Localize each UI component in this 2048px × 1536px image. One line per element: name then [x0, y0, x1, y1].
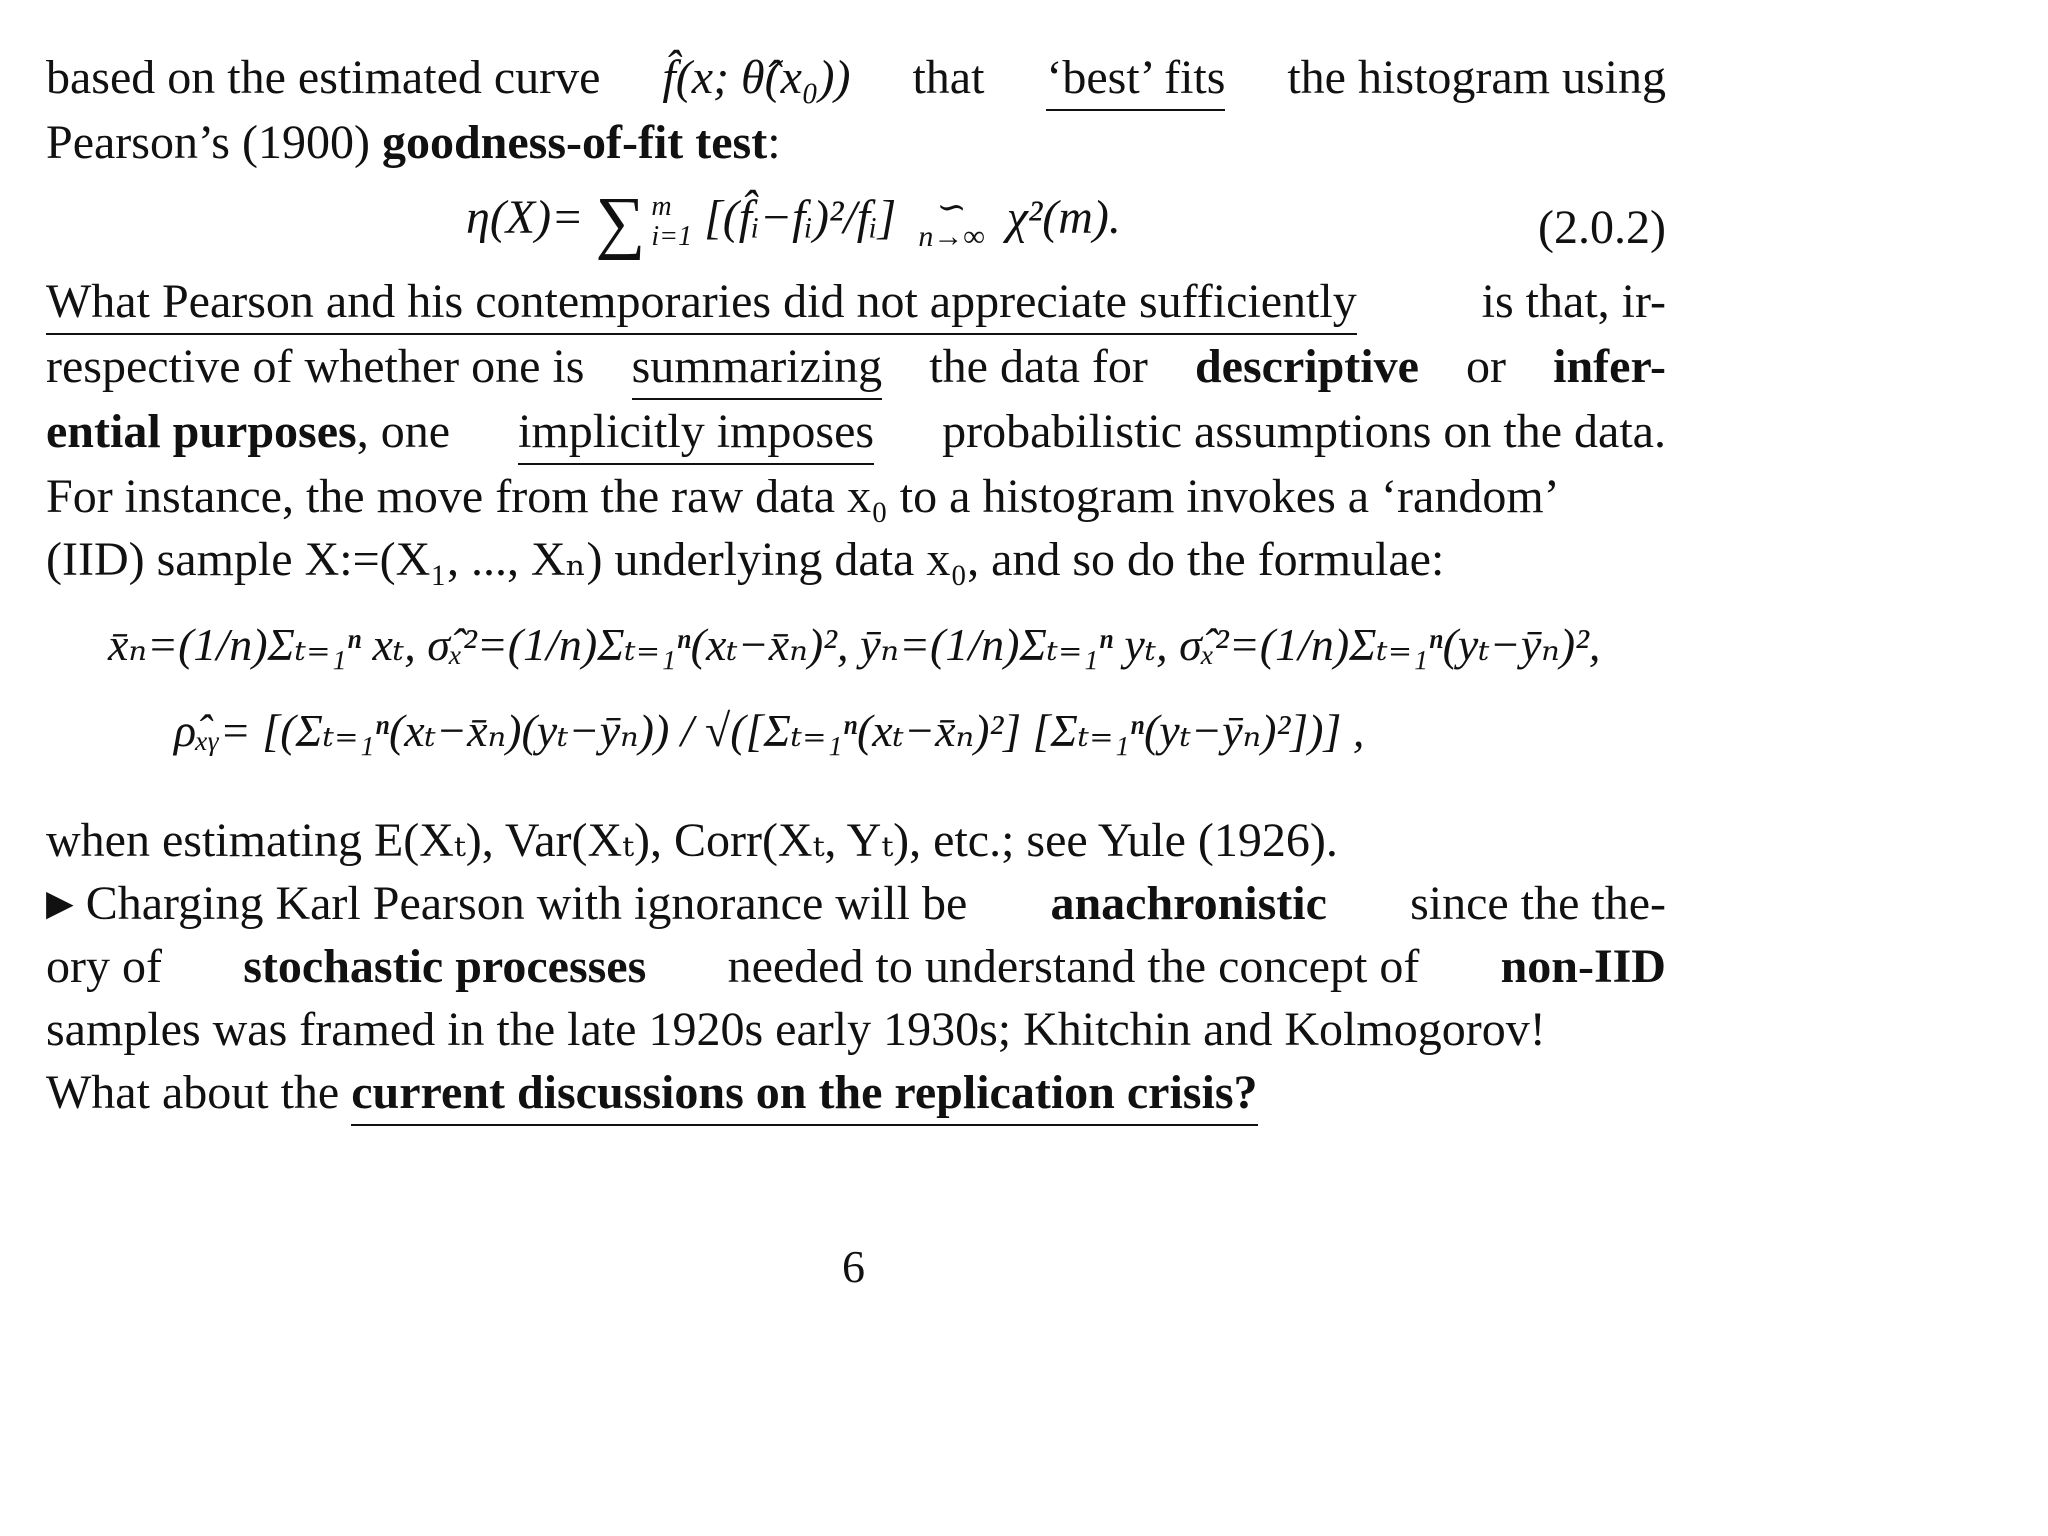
text: samples was framed in the late 1920s early 1930s; Khitchin and Kolmogorov!	[46, 1003, 1546, 1056]
underlined-text: implicitly imposes	[518, 400, 874, 465]
sum-lower-limit: i=1	[651, 220, 693, 252]
text: is that, ir-	[1481, 275, 1666, 328]
text-line	[46, 872, 1666, 935]
text-line	[46, 111, 1666, 174]
text: :	[767, 116, 781, 169]
sum-upper-limit: m	[651, 190, 672, 222]
text-line	[46, 528, 1666, 591]
bold-term: ential purposes	[46, 405, 357, 458]
text: ory of	[46, 940, 162, 993]
equation-rhs: χ²(m).	[1006, 191, 1121, 244]
text-line	[46, 1061, 1666, 1126]
equation-summand: [(f̂ᵢ−fᵢ)²/fᵢ]	[704, 191, 897, 244]
text: when estimating E(Xₜ), Var(Xₜ), Corr(Xₜ, Yₜ), etc.; see Yule (1926).	[46, 814, 1338, 867]
sigma-symbol: ∑	[595, 184, 646, 261]
text: respective of whether one is	[46, 340, 585, 393]
text: Pearson’s (1900)	[46, 116, 370, 169]
limit-subscript: n→∞	[918, 219, 985, 253]
text-line	[46, 465, 1666, 528]
inline-math: f̂(x; θ̂(x₀))	[662, 51, 851, 104]
page-content	[46, 46, 1666, 1126]
page-number: 6	[842, 1241, 865, 1292]
bold-term: non-IID	[1500, 940, 1666, 993]
text: needed to understand the concept of	[727, 940, 1420, 993]
formula-row-1: x̄ₙ=(1/n)Σₜ₌₁ⁿ xₜ, σ̂ₓ²=(1/n)Σₜ₌₁ⁿ(xₜ−x̄ₙ)², ȳₙ=(1/n)Σₜ₌₁ⁿ yₜ, σ̂ₓ²=(1/n)Σₜ₌₁ⁿ(yₜ−ȳₙ)²,	[108, 619, 1601, 670]
underlined-text: ‘best’ fits	[1046, 46, 1225, 111]
text: the histogram using	[1287, 51, 1666, 104]
text-line	[46, 270, 1666, 335]
text: that	[912, 51, 985, 104]
underlined-text: summarizing	[632, 335, 883, 400]
bold-term: goodness-of-fit test	[381, 116, 768, 169]
text: (IID) sample X:=(X₁, ..., Xₙ) underlying data x₀, and so do the formulae:	[46, 533, 1445, 586]
formulae-block	[46, 613, 1666, 793]
bold-underlined-term: current discussions on the replication crisis?	[351, 1061, 1257, 1126]
text: the data for	[929, 340, 1148, 393]
bold-term: descriptive	[1194, 340, 1419, 393]
equation-2-0-2	[46, 178, 1666, 270]
text-line	[46, 998, 1666, 1061]
underlined-text: What Pearson and his contemporaries did not appreciate sufficiently	[46, 270, 1357, 335]
text-line	[46, 400, 1666, 465]
text: probabilistic assumptions on the data.	[942, 405, 1666, 458]
text: Charging Karl Pearson with ignorance will be	[85, 877, 968, 930]
text: based on the estimated curve	[46, 51, 601, 104]
text: For instance, the move from the raw data x₀ to a histogram invokes a ‘random’	[46, 470, 1560, 523]
text: or	[1466, 340, 1507, 393]
text-line	[46, 335, 1666, 400]
text-line	[46, 809, 1666, 872]
bold-term: infer-	[1553, 340, 1666, 393]
formula-row-2: ρ̂ₓᵧ= [(Σₜ₌₁ⁿ(xₜ−x̄ₙ)(yₜ−ȳₙ)) / √([Σₜ₌₁ⁿ(xₜ−x̄ₙ)²] [Σₜ₌₁ⁿ(yₜ−ȳₙ)²])] ,	[174, 705, 1365, 756]
text: since the the-	[1410, 877, 1666, 930]
text-line	[46, 935, 1666, 998]
bold-term: stochastic processes	[243, 940, 647, 993]
text-line	[46, 46, 1666, 111]
equation-body	[466, 184, 1121, 261]
bold-term: anachronistic	[1050, 877, 1327, 930]
text: , one	[356, 405, 451, 458]
equation-number: (2.0.2)	[1538, 201, 1666, 254]
approx-symbol: ∽	[936, 186, 967, 227]
triangle-bullet-icon: ▶	[46, 883, 74, 923]
text: What about the	[46, 1066, 340, 1119]
equation-lhs: η(X)=	[466, 191, 584, 244]
